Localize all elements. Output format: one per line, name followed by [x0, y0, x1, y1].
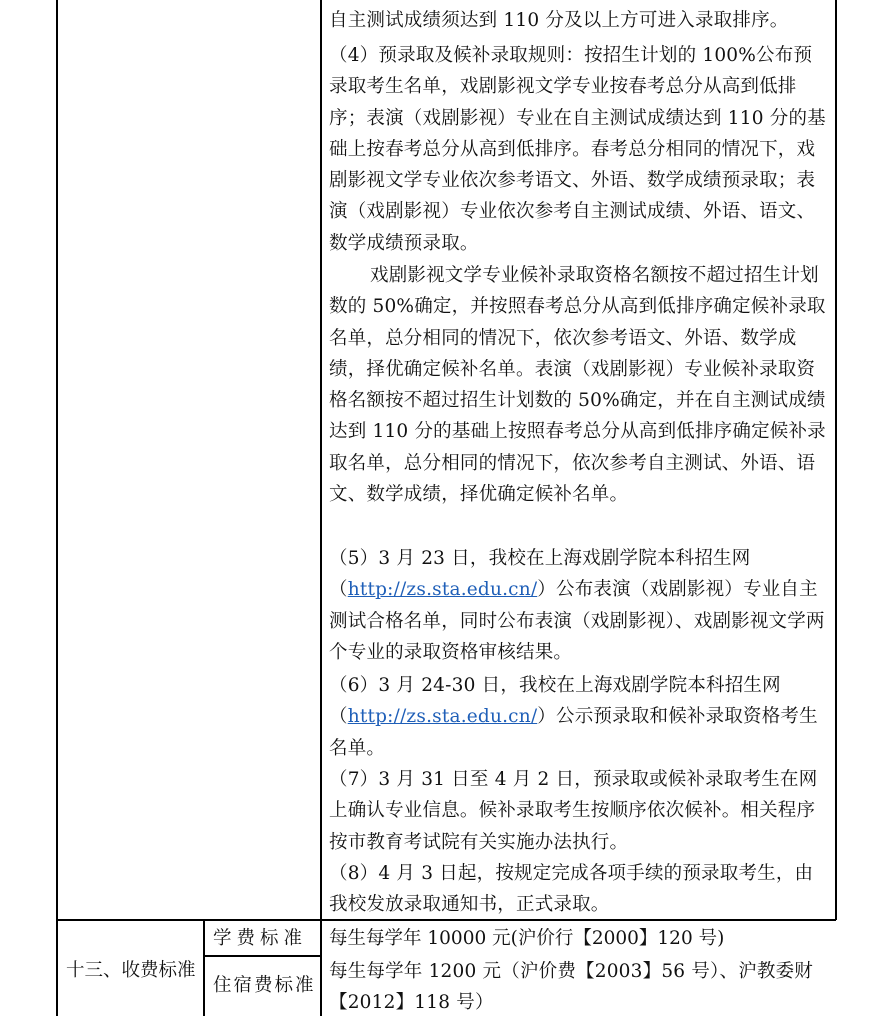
item-7-confirmation: （7）3 月 31 日至 4 月 2 日，预录取或候补录取考生在网上确认专业信息。候补录取考生按顺序依次候补。相关程序按市教育考试院有关实施办法执行。	[329, 769, 818, 853]
fees-section-label: 十三、收费标准	[66, 960, 196, 981]
item-8-formal-admission: （8）4 月 3 日起，按规定完成各项手续的预录取考生，由我校发放录取通知书，正式录取。	[329, 863, 814, 916]
item-5-text: （5）3 月 23 日，我校在上海戏剧学院本科招生网（	[329, 548, 751, 601]
fee-row-divider	[203, 955, 321, 957]
tuition-label: 学费标准	[213, 928, 308, 949]
paragraph-admission-rules: （4）预录取及候补录取规则：按招生计划的 100%公布预录取考生名单，戏剧影视文学专业按春考总分从高到低排序；表演（戏剧影视）专业在自主测试成绩达到 110 分的基础上按春考总分从高到低排序。春考总分相同的情况下，戏剧影视文学专业依次参考语文、外语、数学成绩预录取；表演（戏剧影视）专业依次参考自主测试成绩、外语、语文、数学成绩预录取。	[329, 45, 826, 254]
item-6-text-cont: ）公示预录取和候补录取资格考生名单。	[329, 706, 818, 759]
table-column-divider	[320, 0, 322, 1016]
item-6-text: （6）3 月 24-30 日，我校在上海戏剧学院本科招生网（	[329, 675, 781, 728]
table-border-right	[835, 0, 837, 920]
admission-website-link-2[interactable]: http://zs.sta.edu.cn/	[347, 706, 538, 728]
table-border-left	[56, 0, 58, 1016]
item-6-list-publicity	[329, 670, 829, 764]
tuition-value: 每生每学年 10000 元(沪价行【2000】120 号)	[329, 928, 725, 949]
paragraph-score-threshold: 自主测试成绩须达到 110 分及以上方可进入录取排序。	[329, 10, 789, 31]
lodging-value: 每生每学年 1200 元（沪价费【2003】56 号）、沪教委财【2012】118 号）	[329, 961, 813, 1014]
paragraph-waitlist-rules: 戏剧影视文学专业候补录取资格名额按不超过招生计划数的 50%确定，并按照春考总分从高到低排序确定候补录取名单，总分相同的情况下，依次参考语文、外语、数学成绩，择优确定候补名单。表演（戏剧影视）专业候补录取资格名额按不超过招生计划数的 50%确定，并在自主测试成绩达到 110 分的基础上按照春考总分从高到低排序确定候补录取名单，总分相同的情况下，依次参考自主测试、外语、语文、数学成绩，择优确定候补名单。	[329, 265, 826, 506]
admission-website-link[interactable]: http://zs.sta.edu.cn/	[347, 579, 538, 601]
item-5-results-announcement	[329, 543, 829, 668]
fee-subcolumn-divider	[203, 919, 205, 1016]
item-5-text-cont: ）公布表演（戏剧影视）专业自主测试合格名单，同时公布表演（戏剧影视）、戏剧影视文学两个专业的录取资格审核结果。	[329, 579, 825, 663]
lodging-label: 住宿费标准	[213, 975, 316, 996]
